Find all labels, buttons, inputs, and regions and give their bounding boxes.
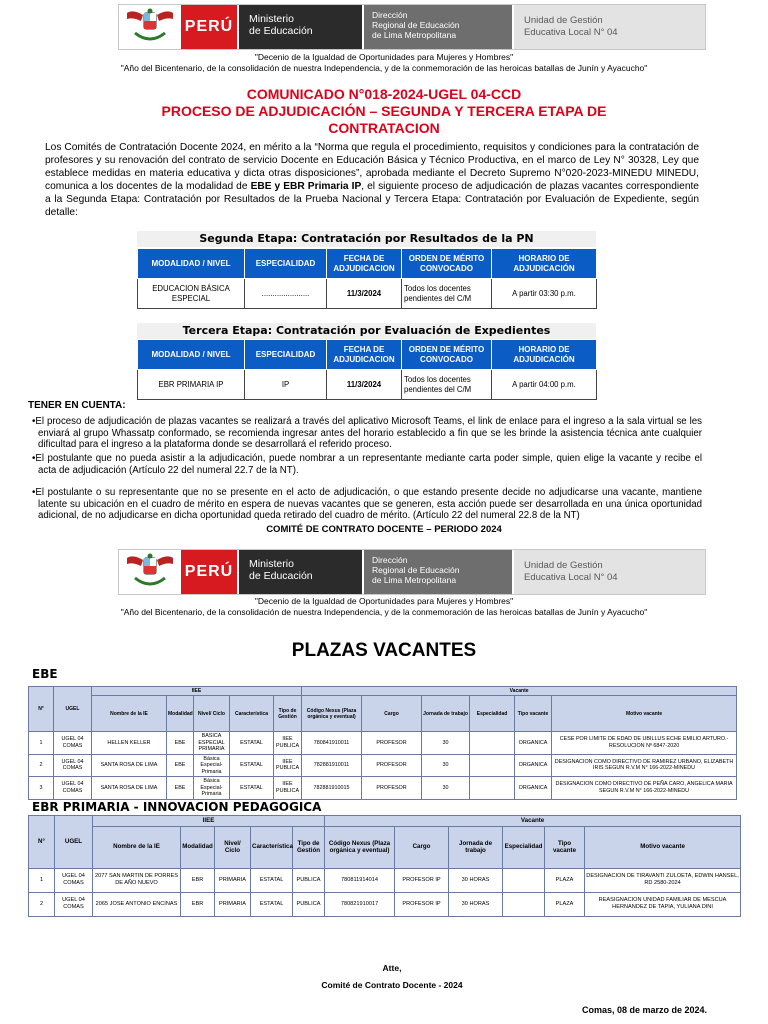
vacancies-title: PLAZAS VACANTES — [291, 640, 477, 661]
committee-period: COMITÉ DE CONTRATO DOCENTE – PERIODO 2024 — [266, 524, 502, 535]
ugel-label: Unidad de Gestión Educativa Local N° 04 — [512, 5, 705, 49]
peru-label: PERÚ — [181, 5, 237, 49]
col-codigo: Código Nexus (Plaza orgánica y eventual) — [325, 826, 395, 868]
communique-number: COMUNICADO N°018-2024-UGEL 04-CCD — [246, 86, 522, 102]
stage3-especialidad: IP — [245, 370, 327, 400]
ministry-label: Ministerio de Educación — [237, 550, 362, 594]
institutional-header — [118, 549, 706, 595]
peru-label: PERÚ — [181, 550, 237, 594]
col-horario: HORARIO DE ADJUDICACIÓN — [492, 249, 597, 279]
note-item: •El postulante que no pueda asistir a la adjudicación, puede nombrar a un representante mediante carta poder simple, quien elige la vacante y recibe el acta de adjudicación (Artículo 22 del numeral 22.7 de la NT). — [32, 453, 702, 476]
col-especialidad: Especialidad — [503, 826, 545, 868]
stage3-horario: A partir 04:00 p.m. — [492, 370, 597, 400]
col-nivel: Nivel/ Ciclo — [215, 826, 251, 868]
col-horario: HORARIO DE ADJUDICACIÓN — [492, 340, 597, 370]
col-modalidad: MODALIDAD / NIVEL — [138, 340, 245, 370]
slogan-year: "Año del Bicentenario, de la consolidación de nuestra Independencia, y de la conmemoración de las heroicas batallas de Junín y Ayacucho" — [120, 607, 648, 617]
col-especialidad: Especialidad — [470, 696, 515, 732]
slogan-decade: "Decenio de la Igualdad de Oportunidades para Mujeres y Hombres" — [254, 596, 514, 606]
col-gestion: Tipo de Gestión — [293, 826, 325, 868]
col-gestion: Tipo de Gestión — [274, 696, 302, 732]
col-fecha: FECHA DE ADJUDICACION — [327, 249, 402, 279]
stage2-title: Segunda Etapa: Contratación por Resultados de la PN — [137, 231, 596, 247]
col-ugel: UGEL — [54, 687, 92, 732]
col-modalidad: Modalidad — [167, 696, 194, 732]
process-title-line2: CONTRATACION — [328, 120, 440, 136]
group-vacante: Vacante — [325, 816, 741, 827]
process-title-line1: PROCESO DE ADJUDICACIÓN – SEGUNDA Y TERCERA ETAPA DE — [161, 103, 607, 119]
table-row: 3 UGEL 04 COMAS SANTA ROSA DE LIMA EBE Básica Especial-Primaria ESTATAL IIEE PUBLICA 782881910015 PROFESOR 30 ORGANICA DESIGNACION COMO DIRECTIVO DE PEÑA CARO, ANGELICA MARIA SEGUN R.V.M N° 166-2022-MINEDU — [29, 777, 737, 800]
col-modalidad: Modalidad — [181, 826, 215, 868]
ebr-vacancies-table — [28, 815, 741, 917]
stage3-orden: Todos los docentes pendientes del C/M — [402, 370, 492, 400]
col-tipo: Tipo vacante — [515, 696, 552, 732]
group-vacante: Vacante — [302, 687, 737, 696]
col-tipo: Tipo vacante — [545, 826, 585, 868]
group-iiee: IIEE — [93, 816, 325, 827]
closing-committee: Comité de Contrato Docente - 2024 — [321, 980, 463, 990]
notes-heading: TENER EN CUENTA: — [28, 400, 126, 411]
table-row: 2 UGEL 04 COMAS SANTA ROSA DE LIMA EBE Básica Especial-Primaria ESTATAL IIEE PUBLICA 782881910011 PROFESOR 30 ORGANICA DESIGNACION COMO DIRECTIVO DE RAMIREZ URBANO, ELIZABETH IRIS SEGUN R.V.M N° 166-2022-MINEDU — [29, 754, 737, 777]
closing-atte: Atte, — [382, 963, 402, 973]
ebe-vacancies-table — [28, 686, 737, 800]
stage2-orden: Todos los docentes pendientes del C/M — [402, 279, 492, 309]
direction-label: Dirección Regional de Educación de Lima Metropolitana — [362, 550, 512, 594]
col-motivo: Motivo vacante — [585, 826, 741, 868]
col-nombre-ie: Nombre de la IE — [93, 826, 181, 868]
stage2-especialidad: ...................... — [245, 279, 327, 309]
ebe-section-title: EBE — [32, 667, 58, 681]
ebr-section-title: EBR PRIMARIA - INNOVACION PEDAGOGICA — [32, 800, 322, 814]
slogan-year: "Año del Bicentenario, de la consolidación de nuestra Independencia, y de la conmemoración de las heroicas batallas de Junín y Ayacucho" — [120, 63, 648, 73]
stage3-fecha: 11/3/2024 — [327, 370, 402, 400]
coat-of-arms-icon — [119, 550, 181, 594]
stage2-table — [137, 248, 597, 309]
intro-paragraph: Los Comités de Contratación Docente 2024, en mérito a la “Norma que regula el procedimiento, requisitos y condiciones para la contratación de profesores y su renovación del contrato de servicio Docente en Educación Básica y Técnico Productiva, en el marco de Ley N° 30328, Ley que establece medidas en materia educativa y dicta otras disposiciones”, aprobada mediante el Decreto Supremo N°020-2023-MINEDU MINEDU, comunica a los docentes de la modalidad de EBE y EBR Primaria IP, el siguiente proceso de adjudicación de plazas vacantes correspondiente a la Segunda Etapa: Contratación por Resultados de la Prueba Nacional y Tercera Etapa: Contratación por Evaluación de Expediente, según detalle: — [45, 142, 699, 218]
col-jornada: Jornada de trabajo — [449, 826, 503, 868]
col-orden: ORDEN DE MÉRITO CONVOCADO — [402, 340, 492, 370]
slogan-decade: "Decenio de la Igualdad de Oportunidades para Mujeres y Hombres" — [254, 52, 514, 62]
col-caracteristica: Característica — [230, 696, 274, 732]
col-fecha: FECHA DE ADJUDICACION — [327, 340, 402, 370]
col-motivo: Motivo vacante — [552, 696, 737, 732]
stage2-modalidad: EDUCACION BÁSICA ESPECIAL — [138, 279, 245, 309]
col-nivel: Nivel/ Ciclo — [194, 696, 230, 732]
col-cargo: Cargo — [395, 826, 449, 868]
col-especialidad: ESPECIALIDAD — [245, 340, 327, 370]
col-cargo: Cargo — [362, 696, 422, 732]
col-codigo: Código Nexus (Plaza orgánica y eventual) — [302, 696, 362, 732]
ministry-label: Ministerio de Educación — [237, 5, 362, 49]
table-row: 1 UGEL 04 COMAS HELLEN KELLER EBE BASICA ESPECIAL PRIMARIA ESTATAL IIEE PUBLICA 780841910011 PROFESOR 30 ORGANICA CESE POR LIMITE DE EDAD DE UBILLUS ECHE EMILIO ARTURO.- RESOLUCION Nº 6847-2020 — [29, 732, 737, 755]
col-especialidad: ESPECIALIDAD — [245, 249, 327, 279]
col-jornada: Jornada de trabajo — [422, 696, 470, 732]
col-modalidad: MODALIDAD / NIVEL — [138, 249, 245, 279]
stage3-modalidad: EBR PRIMARIA IP — [138, 370, 245, 400]
note-item: •El postulante o su representante que no se presente en el acto de adjudicación, o que estando presente decide no adjudicarse una vacante, mantiene latente su ubicación en el cuadro de mérito en espera de nuevas vacantes que se generen, esta acción puede ser desarrollada en una única oportunidad adicional, de no adjudicarse en dicha oportunidad queda retirado del cuadro de mérito. (Artículo 22 del numeral 22.8 de la NT) — [32, 487, 702, 521]
group-iiee: IIEE — [92, 687, 302, 696]
place-date: Comas, 08 de marzo de 2024. — [582, 1005, 708, 1015]
ugel-label: Unidad de Gestión Educativa Local N° 04 — [512, 550, 705, 594]
table-row: 2 UGEL 04 COMAS 2065 JOSE ANTONIO ENCINAS EBR PRIMARIA ESTATAL PUBLICA 780821910017 PROFESOR IP 30 HORAS PLAZA REASIGNACION UNIDAD FAMILIAR DE MESCUA HERNANDEZ DE TAPIA, YULIANA DINI — [29, 892, 741, 916]
col-nombre-ie: Nombre de la IE — [92, 696, 167, 732]
note-item: •El proceso de adjudicación de plazas vacantes se realizará a través del aplicativo Microsoft Teams, el link de enlace para el ingreso a la sala virtual se les enviará al grupo Whassatp conformado, se recomienda ingresar antes del horario establecido a fin que se les brinde la asistencia técnica ante cualquier dificultad para el ingreso a la plataforma donde se desarrollará el referido proceso. — [32, 416, 702, 450]
col-number: N° — [29, 687, 54, 732]
col-ugel: UGEL — [55, 816, 93, 869]
stage3-title: Tercera Etapa: Contratación por Evaluación de Expedientes — [137, 323, 596, 339]
coat-of-arms-icon — [119, 5, 181, 49]
col-orden: ORDEN DE MÉRITO CONVOCADO — [402, 249, 492, 279]
direction-label: Dirección Regional de Educación de Lima Metropolitana — [362, 5, 512, 49]
table-row: 1 UGEL 04 COMAS 2077 SAN MARTIN DE PORRES DE AÑO NUEVO EBR PRIMARIA ESTATAL PUBLICA 780811914014 PROFESOR IP 30 HORAS PLAZA DESIGNACION DE TIRAVANTI ZULOETA, EDWIN HANSEL, RD 2580-2024 — [29, 868, 741, 892]
stage2-fecha: 11/3/2024 — [327, 279, 402, 309]
stage2-horario: A partir 03:30 p.m. — [492, 279, 597, 309]
institutional-header — [118, 4, 706, 50]
col-number: N° — [29, 816, 55, 869]
col-caracteristica: Característica — [251, 826, 293, 868]
stage3-table — [137, 339, 597, 400]
